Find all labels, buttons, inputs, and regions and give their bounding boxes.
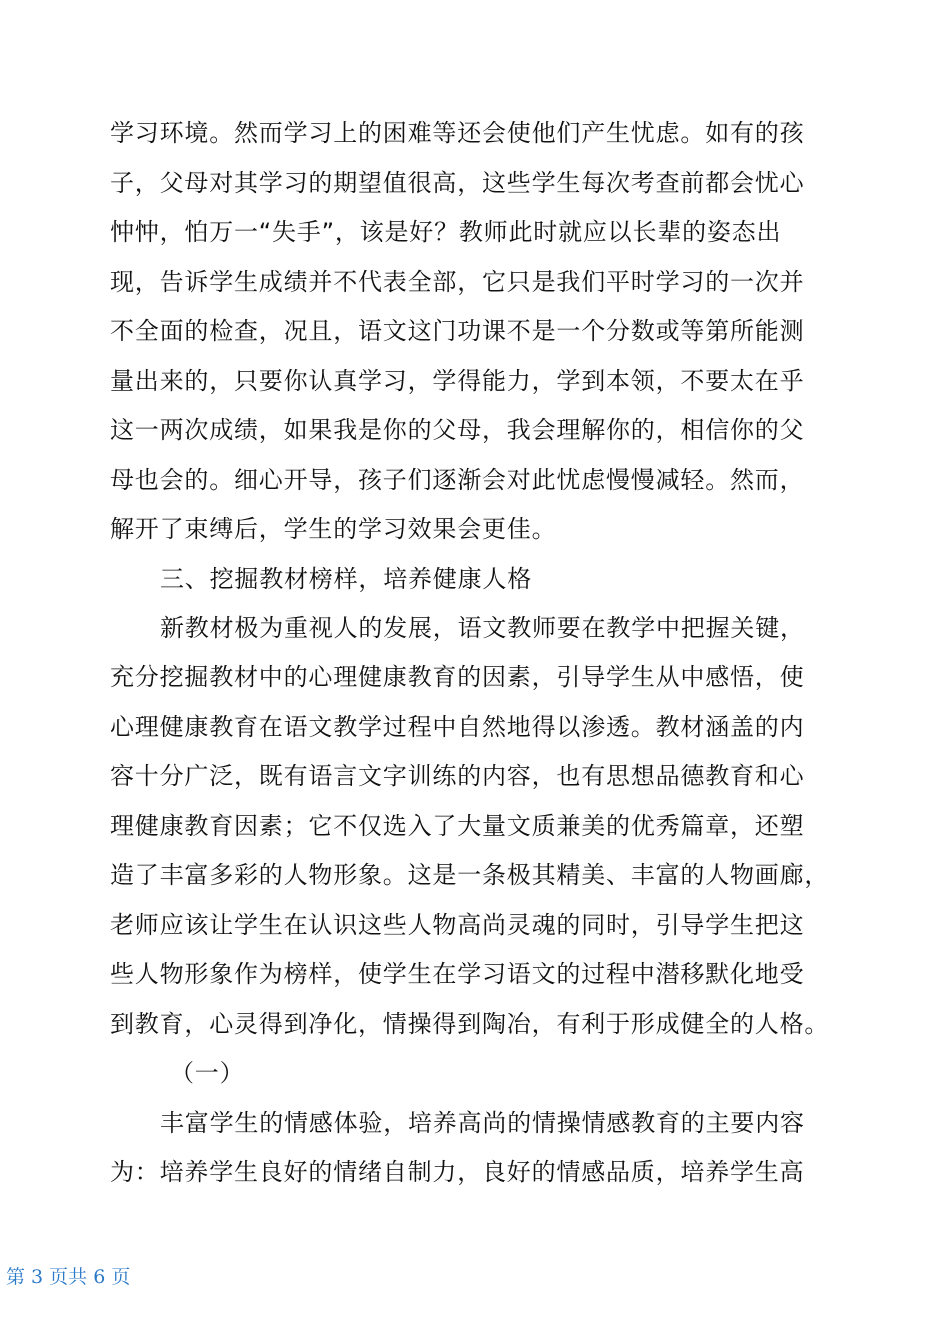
section-line-4: 容十分广泛，既有语言文字训练的内容，也有思想品德教育和心	[110, 762, 805, 790]
body-line-6: 量出来的，只要你认真学习，学得能力，学到本领，不要太在乎	[110, 367, 805, 395]
body-line-7: 这一两次成绩，如果我是你的父母，我会理解你的，相信你的父	[110, 416, 805, 444]
body-line-5: 不全面的检查，况且，语文这门功课不是一个分数或等第所能测	[110, 317, 805, 345]
body-line-4: 现，告诉学生成绩并不代表全部，它只是我们平时学习的一次并	[110, 268, 805, 296]
section-line-1: 新教材极为重视人的发展，语文教师要在教学中把握关键，	[160, 614, 805, 642]
body-line-1: 学习环境。然而学习上的困难等还会使他们产生忧虑。如有的孩	[110, 119, 805, 147]
body-line-2: 子，父母对其学习的期望值很高，这些学生每次考查前都会忧心	[110, 169, 805, 197]
section-line-8: 些人物形象作为榜样，使学生在学习语文的过程中潜移默化地受	[110, 960, 805, 988]
page-number-footer: 第 3 页共 6 页	[6, 1266, 131, 1288]
section-line-9: 到教育，心灵得到净化，情操得到陶冶，有利于形成健全的人格。	[110, 1010, 830, 1038]
section-line-2: 充分挖掘教材中的心理健康教育的因素，引导学生从中感悟，使	[110, 663, 805, 691]
section-line-6: 造了丰富多彩的人物形象。这是一条极其精美、丰富的人物画廊，	[110, 861, 830, 889]
body-line-8: 母也会的。细心开导，孩子们逐渐会对此忧虑慢慢减轻。然而，	[110, 466, 805, 494]
section-line-5: 理健康教育因素；它不仅选入了大量文质兼美的优秀篇章，还塑	[110, 812, 805, 840]
section-heading: 三、挖掘教材榜样，培养健康人格	[160, 565, 532, 593]
section-line-3: 心理健康教育在语文教学过程中自然地得以渗透。教材涵盖的内	[110, 713, 805, 741]
subheading: （一）	[170, 1059, 245, 1087]
body-line-3: 忡忡，怕万一“失手”，该是好？教师此时就应以长辈的姿态出	[110, 218, 782, 246]
sub-line-1: 丰富学生的情感体验，培养高尚的情操情感教育的主要内容	[160, 1109, 805, 1137]
body-line-9: 解开了束缚后，学生的学习效果会更佳。	[110, 515, 557, 543]
sub-line-2: 为：培养学生良好的情绪自制力，良好的情感品质，培养学生高	[110, 1158, 805, 1186]
section-line-7: 老师应该让学生在认识这些人物高尚灵魂的同时，引导学生把这	[110, 911, 805, 939]
